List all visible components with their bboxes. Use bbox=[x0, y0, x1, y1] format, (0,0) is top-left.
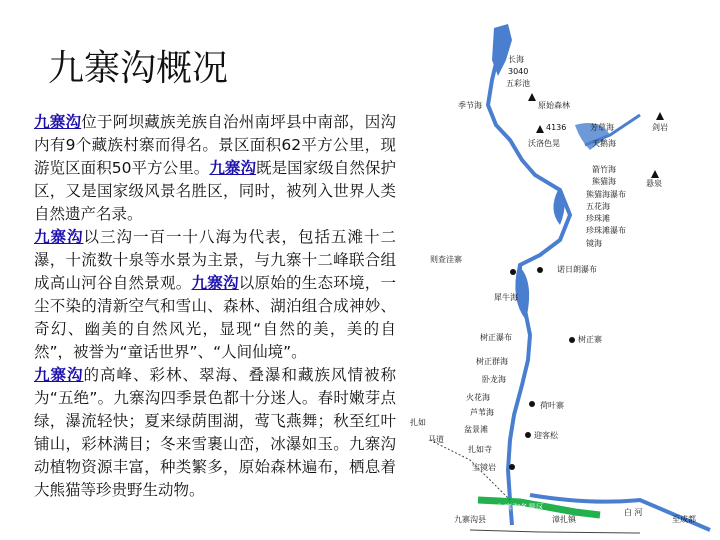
peak-4136-icon bbox=[536, 125, 544, 133]
para2-text: 以三沟一百一十八海为代表，包括五滩十二瀑，十流数十泉等水景为主景，与九寨十二峰联合组成高山河谷自然景观。 bbox=[34, 228, 396, 292]
yingkesong-dot bbox=[525, 432, 531, 438]
svg-text:九寨沟各景区: 九寨沟各景区 bbox=[496, 503, 544, 512]
para2-text-2: 以原始的生态环境，一尘不染的清新空气和雪山、森林、湖泊组合成神妙、奇幻、幽美的自然风光，显现“自然的美，美的自然”，被誉为“童话世界”、“人间仙境”。 bbox=[34, 274, 396, 361]
baishui-river bbox=[530, 495, 710, 530]
jiuzhaigou-link-5[interactable]: 九寨沟 bbox=[34, 366, 84, 384]
svg-text:珍珠滩: 珍珠滩 bbox=[586, 214, 610, 223]
svg-text:芳草海: 芳草海 bbox=[590, 123, 614, 132]
svg-text:镜海: 镜海 bbox=[586, 239, 602, 248]
svg-text:熊猫海: 熊猫海 bbox=[592, 177, 616, 186]
svg-text:盆景滩: 盆景滩 bbox=[464, 425, 488, 434]
zechawa-dot bbox=[510, 269, 516, 275]
nuorilang-dot bbox=[537, 267, 543, 273]
shuzhengzhai-dot bbox=[569, 337, 575, 343]
svg-text:芦苇海: 芦苇海 bbox=[470, 408, 494, 417]
svg-text:原始森林: 原始森林 bbox=[538, 101, 570, 110]
svg-text:宝镜岩: 宝镜岩 bbox=[472, 463, 496, 472]
svg-text:沃洛色晃: 沃洛色晃 bbox=[528, 139, 560, 148]
svg-text:扎如: 扎如 bbox=[410, 418, 426, 427]
jianyan-icon bbox=[656, 112, 664, 120]
svg-text:火花海: 火花海 bbox=[466, 393, 490, 402]
jiuzhaigou-link-3[interactable]: 九寨沟 bbox=[34, 228, 84, 246]
svg-text:漳扎镇: 漳扎镇 bbox=[552, 515, 576, 524]
intro-text bbox=[34, 111, 396, 502]
svg-text:树正群海: 树正群海 bbox=[476, 357, 508, 366]
svg-text:珍珠滩瀑布: 珍珠滩瀑布 bbox=[586, 226, 626, 235]
svg-text:熊猫海瀑布: 熊猫海瀑布 bbox=[586, 190, 626, 199]
svg-text:树正寨: 树正寨 bbox=[578, 335, 602, 344]
svg-text:白 河: 白 河 bbox=[624, 508, 643, 517]
para1-text-2: 既是国家级自然保护区，又是国家级风景名胜区，同时，被列入世界人类自然遗产名录。 bbox=[34, 159, 396, 223]
svg-text:长海: 长海 bbox=[508, 55, 524, 64]
svg-text:扎如寺: 扎如寺 bbox=[468, 445, 492, 454]
para1-text: 位于阿坝藏族羌族自治州南坪县中南部，因沟内有9个藏族村寨而得名。景区面积62平方公里，现游览区面积50平方公里。 bbox=[34, 113, 396, 177]
svg-text:九寨沟县: 九寨沟县 bbox=[454, 515, 486, 524]
svg-text:荷叶寨: 荷叶寨 bbox=[540, 401, 564, 410]
svg-text:诺日朗瀑布: 诺日朗瀑布 bbox=[557, 265, 597, 274]
baojingya-dot bbox=[509, 464, 515, 470]
svg-text:悬泉: 悬泉 bbox=[646, 179, 662, 188]
svg-text:五花海: 五花海 bbox=[586, 202, 610, 211]
svg-text:4136: 4136 bbox=[546, 123, 567, 132]
svg-text:马道: 马道 bbox=[428, 435, 444, 444]
svg-text:剑岩: 剑岩 bbox=[652, 123, 668, 132]
svg-text:犀牛海: 犀牛海 bbox=[494, 293, 518, 302]
svg-text:迎客松: 迎客松 bbox=[534, 431, 558, 440]
svg-text:季节海: 季节海 bbox=[458, 101, 482, 110]
svg-text:箭竹海: 箭竹海 bbox=[592, 165, 616, 174]
heyezhai-dot bbox=[529, 401, 535, 407]
svg-text:则查洼寨: 则查洼寨 bbox=[430, 255, 462, 264]
svg-text:至成都: 至成都 bbox=[672, 515, 696, 524]
svg-text:天鹅海: 天鹅海 bbox=[592, 139, 616, 148]
road-south bbox=[470, 530, 640, 533]
svg-text:五彩池: 五彩池 bbox=[506, 79, 530, 88]
svg-text:卧龙海: 卧龙海 bbox=[482, 375, 506, 384]
xuanquan-icon bbox=[651, 170, 659, 178]
svg-text:3040: 3040 bbox=[508, 67, 529, 76]
jiuzhaigou-link-4[interactable]: 九寨沟 bbox=[191, 274, 239, 292]
para3-text: 的高峰、彩林、翠海、叠瀑和藏族风情被称为“五绝”。九寨沟四季景色都十分迷人。春时嫩芽点绿，瀑流轻快；夏来绿荫围湖，莺飞燕舞；秋至红叶铺山，彩林满目；冬来雪裹山峦，冰瀑如玉。九寨沟动植物资源丰富，种类繁多，原始森林遍布，栖息着大熊猫等珍贵野生动物。 bbox=[34, 366, 396, 499]
page-title: 九寨沟概况 bbox=[48, 48, 229, 89]
jiuzhaigou-map bbox=[410, 0, 720, 540]
svg-text:树正瀑布: 树正瀑布 bbox=[480, 333, 512, 342]
jiuzhaigou-link-1[interactable]: 九寨沟 bbox=[34, 113, 82, 131]
forest-icon bbox=[528, 93, 536, 101]
jiuzhaigou-link-2[interactable]: 九寨沟 bbox=[209, 159, 257, 177]
